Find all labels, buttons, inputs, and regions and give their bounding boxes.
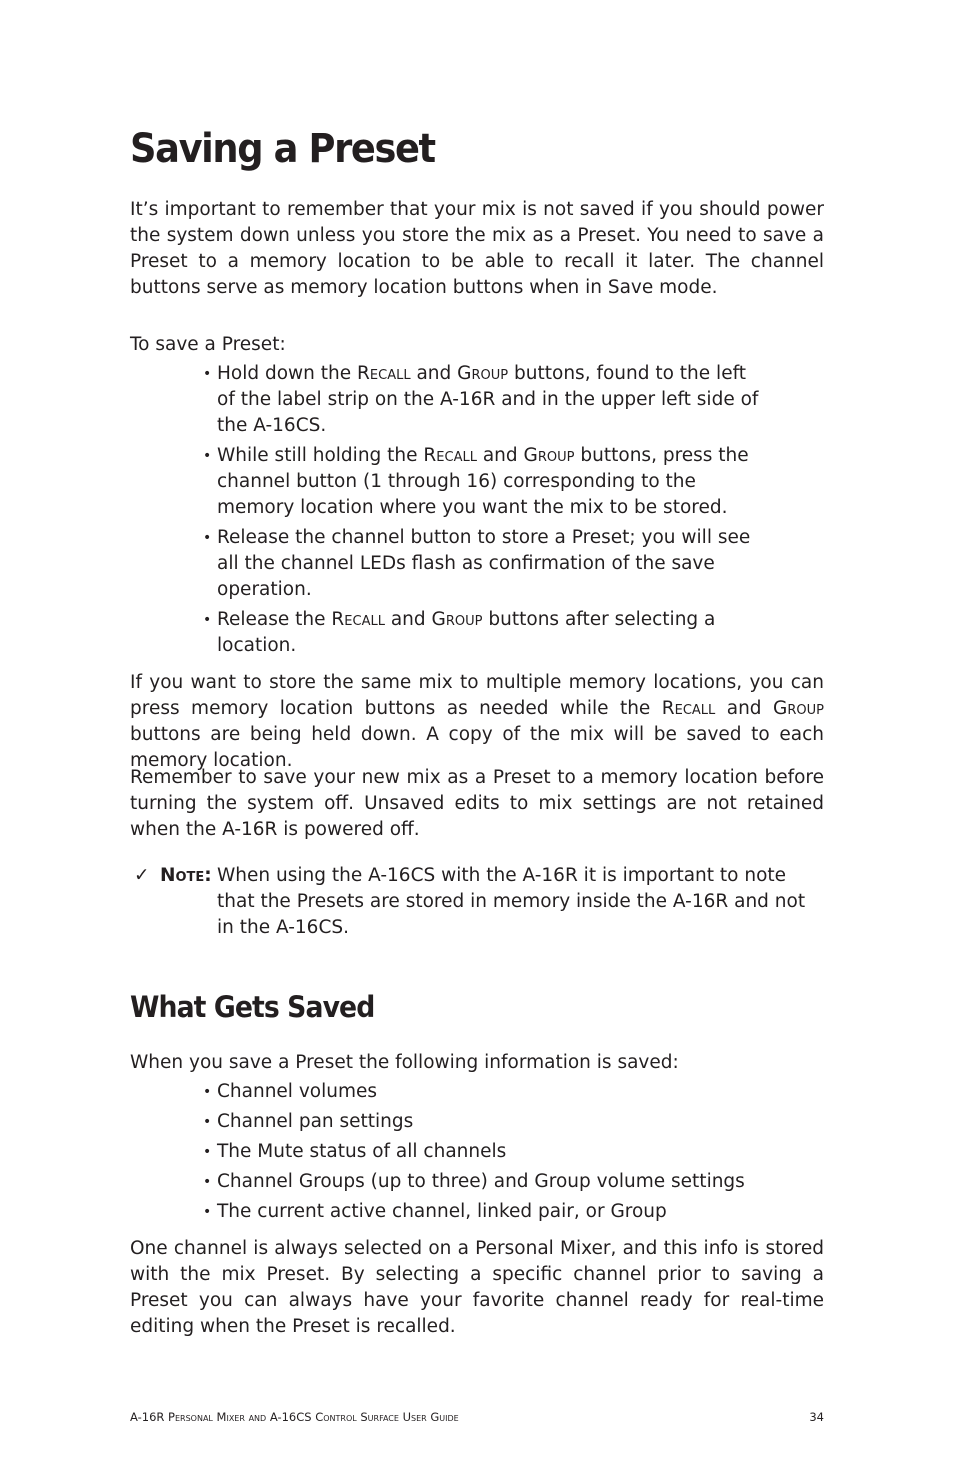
list-item: • Hold down the Recall and Group buttons, found to the left of the label strip on the A-16R and in the upper left side of the A-16CS.: [203, 361, 763, 439]
list-item: • Release the Recall and Group buttons after selecting a location.: [203, 607, 763, 659]
guide-title: A-16R Personal Mixer and A-16CS Control Surface User Guide: [130, 1410, 459, 1424]
steps-list: [203, 361, 763, 663]
list-item: • Channel Groups (up to three) and Group volume settings: [203, 1169, 763, 1195]
checkmark-icon: ✓: [134, 865, 150, 886]
list-item: • Channel pan settings: [203, 1109, 763, 1135]
intro-paragraph: It’s important to remember that your mix is not saved if you should power the system down unless you store the mix as a Preset. You need to save a Preset to a memory location to be able to recall it later. The channel buttons serve as memory location buttons when in Save mode.: [130, 199, 824, 298]
group-term: Group: [431, 609, 483, 630]
recall-term: Recall: [661, 698, 716, 719]
saved-items-list: [203, 1079, 763, 1229]
list-item: • While still holding the Recall and Group buttons, press the channel button (1 through 16) corresponding to the memory location where you want the mix to be stored.: [203, 443, 763, 521]
recall-term: Recall: [423, 445, 477, 466]
group-term: Group: [523, 445, 575, 466]
page-title: Saving a Preset: [130, 126, 435, 172]
list-item: • Release the channel button to store a Preset; you will see all the channel LEDs flash as confirmation of the save operation.: [203, 525, 763, 603]
page-number: 34: [809, 1410, 824, 1424]
section-title: What Gets Saved: [130, 990, 375, 1024]
recall-term: Recall: [357, 363, 411, 384]
closing-paragraph: One channel is always selected on a Personal Mixer, and this info is stored with the mix Preset. By selecting a specific channel prior to saving a Preset you can always have your favorite channel ready for real-time editing when the Preset is recalled.: [130, 1238, 824, 1337]
remember-paragraph: Remember to save your new mix as a Preset to a memory location before turning the system off. Unsaved edits to mix settings are not retained when the A-16R is powered off.: [130, 767, 824, 840]
steps-heading: To save a Preset:: [130, 334, 286, 355]
note-block: [134, 863, 824, 941]
list-item: • The current active channel, linked pair, or Group: [203, 1199, 763, 1225]
list-item: • The Mute status of all channels: [203, 1139, 763, 1165]
group-term: Group: [773, 698, 824, 719]
multi-location-paragraph: If you want to store the same mix to multiple memory locations, you can press memory location buttons as needed while the Recall and Group buttons are being held down. A copy of the mix will be saved to each memory location.: [130, 672, 824, 771]
group-term: Group: [457, 363, 509, 384]
recall-term: Recall: [331, 609, 385, 630]
list-item: • Channel volumes: [203, 1079, 763, 1105]
saved-intro: When you save a Preset the following information is saved:: [130, 1052, 679, 1073]
note-label: Note:: [160, 865, 212, 886]
note-text: When using the A-16CS with the A-16R it is important to note that the Presets are stored in memory inside the A-16R and not in the A-16CS.: [217, 865, 806, 938]
